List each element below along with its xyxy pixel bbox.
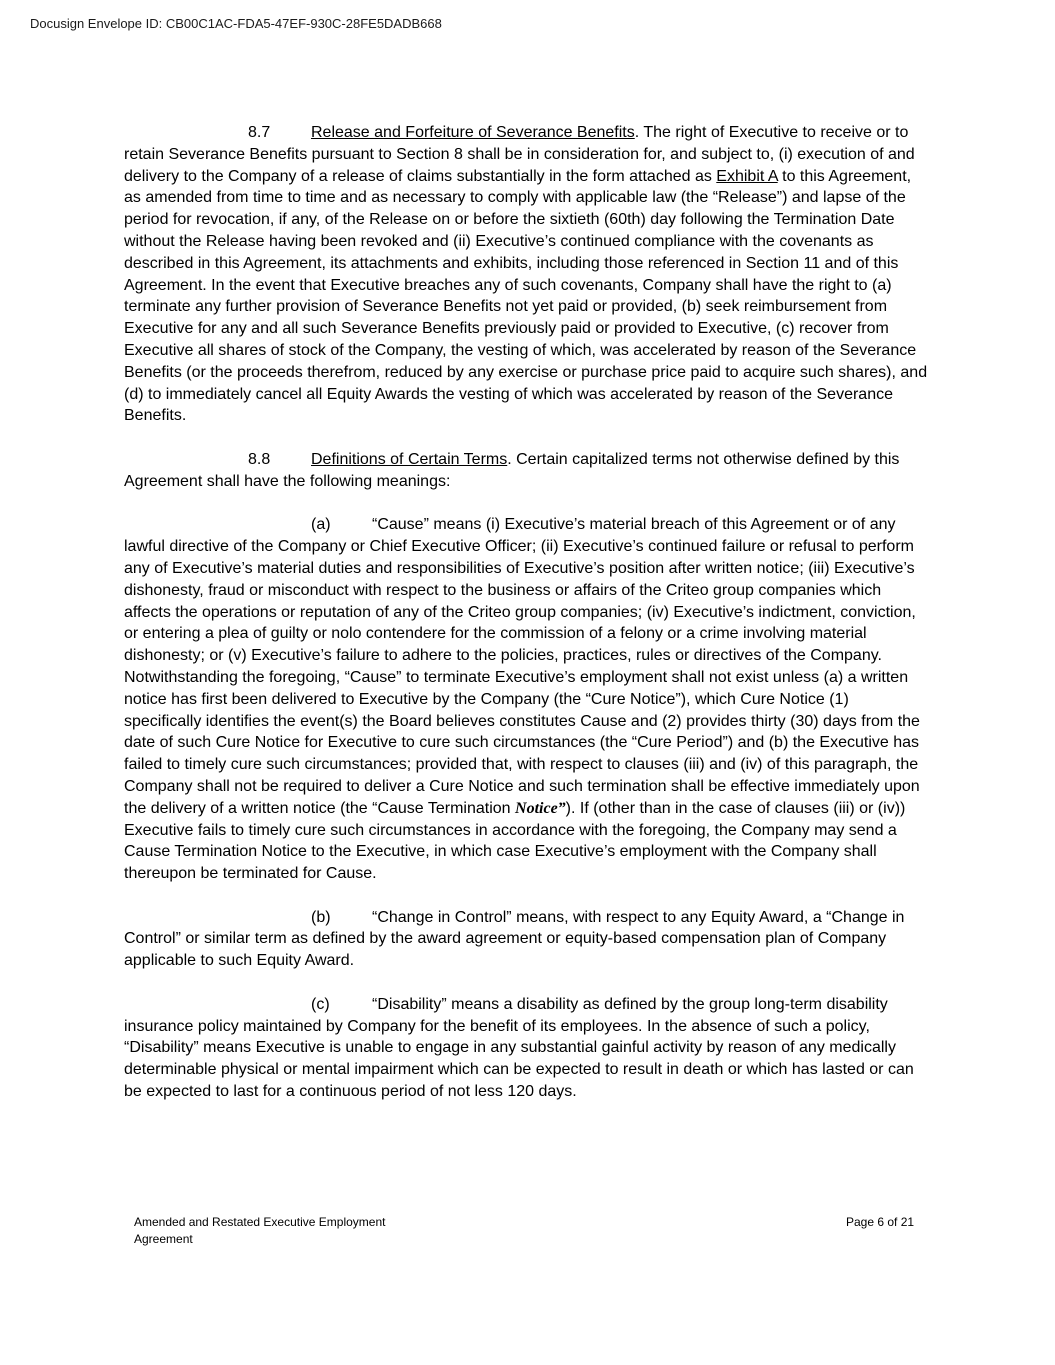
section-number: 8.8 xyxy=(248,450,271,468)
exhibit-a-link[interactable]: Exhibit A xyxy=(716,167,778,185)
section-text: . The right of Executive to receive or to retain Severance Benefits pursuant to Section 8 shall be in consideration for, and subject to, (i) execution of and delivery to the Company of a release of claims substantially in the form attached as xyxy=(124,124,915,185)
definition-cause xyxy=(124,514,930,885)
section-8-8 xyxy=(124,449,930,493)
definition-change-in-control xyxy=(124,907,930,972)
clause-text: ). If (other than in the case of clauses (iii) or (iv)) Executive fails to timely cure such circumstances in accordance with the foregoing, the Company may send a Cause Termination Notice to the Executive, in which case Executive’s employment with the Company shall thereupon be terminated for Cause. xyxy=(124,799,906,883)
clause-text: “Disability” means a disability as defined by the group long-term disability insurance policy maintained by Company for the benefit of its employees. In the absence of such a policy, “Disability” means Executive is unable to engage in any substantial gainful activity by reason of any medically determinable physical or mental impairment which can be expected to result in death or which has lasted or can be expected to last for a continuous period of not less 120 days. xyxy=(124,995,914,1101)
clause-label: (c) xyxy=(311,995,330,1013)
clause-text: “Change in Control” means, with respect to any Equity Award, a “Change in Control” or similar term as defined by the award agreement or equity-based compensation plan of Company applicable to such Equity Award. xyxy=(124,908,905,970)
footer-document-title: Amended and Restated Executive Employment Agreement xyxy=(134,1215,386,1246)
section-title: Definitions of Certain Terms xyxy=(311,450,508,468)
section-number: 8.7 xyxy=(248,124,271,141)
clause-label: (a) xyxy=(311,516,331,534)
clause-label: (b) xyxy=(311,908,331,926)
section-text: . Certain capitalized terms not otherwise defined by this Agreement shall have the following meanings: xyxy=(124,450,900,490)
section-text: to this Agreement, as amended from time to time and as necessary to comply with applicable law (the “Release”) and lapse of the period for revocation, if any, of the Release on or before the sixtieth (60th) day following the Termination Date without the Release having been revoked and (ii) Executive’s continued compliance with the covenants as described in this Agreement, its attachments and exhibits, including those referenced in Section 11 and of this Agreement. In the event that Executive breaches any of such covenants, Company shall have the right to (a) terminate any further provision of Severance Benefits not yet paid or provided, (b) seek reimbursement from Executive for any and all such Severance Benefits previously paid or provided to Executive, (c) recover from Executive all shares of stock of the Company, the vesting of which, was accelerated by reason of the Severance Benefits (or the proceeds therefrom, reduced by any exercise or purchase price paid to acquire such shares), and (d) to immediately cancel all Equity Awards the vesting of which was accelerated by reason of the Severance Benefits. xyxy=(124,167,928,425)
document-body xyxy=(124,122,930,1125)
clause-text: “Cause” means (i) Executive’s material breach of this Agreement or of any lawful directive of the Company or Chief Executive Officer; (ii) Executive’s continued failure or refusal to perform any of Executive’s material duties and responsibilities of Executive’s position after written notice; (iii) Executive’s dishonesty, fraud or misconduct with respect to the business or affairs of the Criteo group companies which affects the operations or reputation of any of the Criteo group companies; (iv) Executive’s indictment, conviction, or entering a plea of guilty or nolo contendere for the commission of a felony or a crime involving material dishonesty; or (v) Executive’s failure to adhere to the policies, practices, rules or directives of the Company. Notwithstanding the foregoing, “Cause” to terminate Executive’s employment shall not exist unless (a) a written notice has first been delivered to Executive by the Company (the “Cure Notice”), which Cure Notice (1) specifically identifies the event(s) the Board believes constitutes Cause and (2) provides thirty (30) days from the date of such Cure Notice for Executive to cure such circumstances (the “Cure Period”) and (b) the Executive has failed to timely cure such circumstances; provided that, with respect to clauses (iii) and (iv) of this paragraph, the Company shall not be required to deliver a Cure Notice and such termination shall be effective immediately upon the delivery of a written notice (the “Cause Termination xyxy=(124,516,920,817)
section-8-7 xyxy=(124,122,930,427)
section-title: Release and Forfeiture of Severance Benefits xyxy=(311,124,635,141)
clause-emphasis: Notice” xyxy=(515,799,566,817)
footer-page-number: Page 6 of 21 xyxy=(846,1215,915,1229)
definition-disability xyxy=(124,994,930,1103)
envelope-id: Docusign Envelope ID: CB00C1AC-FDA5-47EF-930C-28FE5DADB668 xyxy=(30,16,442,31)
